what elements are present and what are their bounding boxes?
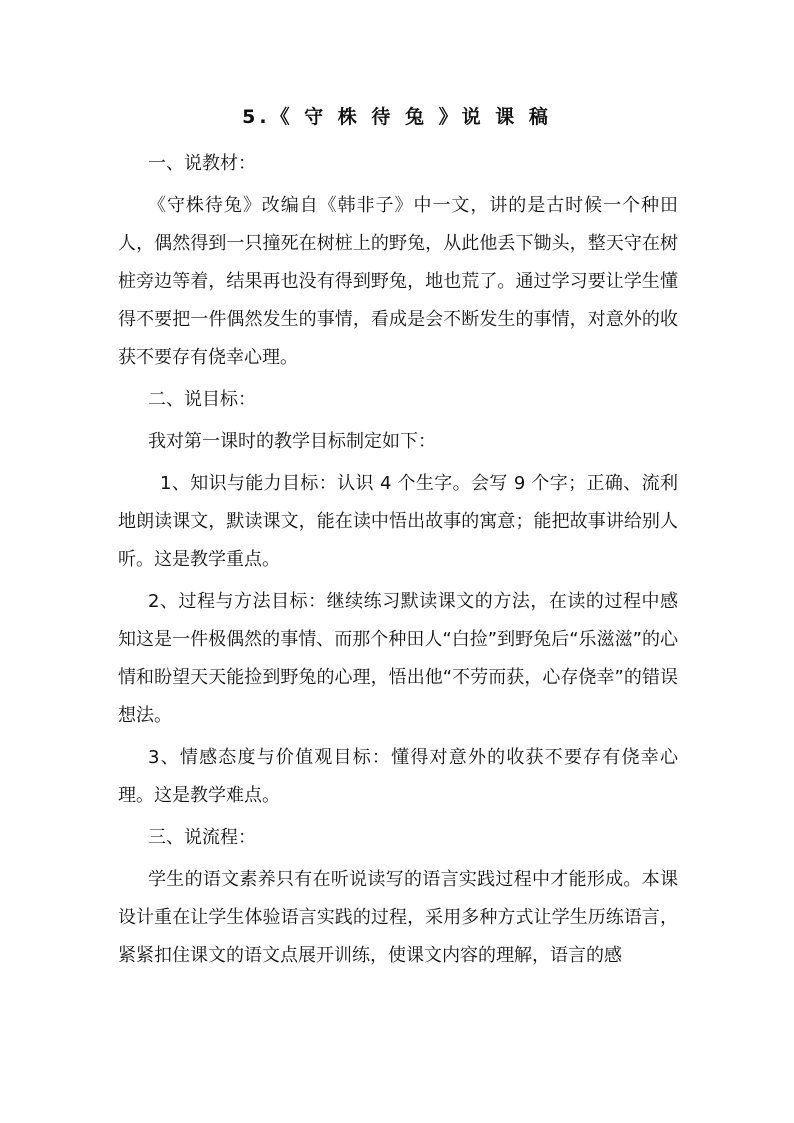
paragraph-goal-knowledge: 1、知识与能力目标：认识 4 个生字。会写 9 个字；正确、流利地朗读课文，默读课文，能在读中悟出故事的寓意；能把故事讲给别人听。这是教学重点。 <box>118 473 678 570</box>
section-heading-process: 三、说流程： <box>148 827 256 848</box>
paragraph-goal-process: 2、过程与方法目标：继续练习默读课文的方法，在读的过程中感知这是一件极偶然的事情、而那个种田人“白捡”到野兔后“乐滋滋”的心情和盼望天天能捡到野兔的心理，悟出他“不劳而获，心存侥幸”的错误想法。 <box>118 591 678 726</box>
document-body <box>118 145 678 979</box>
paragraph-goal-emotion: 3、情感态度与价值观目标：懂得对意外的收获不要存有侥幸心理。这是教学难点。 <box>118 747 678 806</box>
document-title: 5.《 守 株 待 兔 》说 课 稿 <box>242 106 552 128</box>
paragraph-teaching-material: 《守株待兔》改编自《韩非子》中一文，讲的是古时候一个种田人，偶然得到一只撞死在树桩上的野兔，从此他丢下锄头，整天守在树桩旁边等着，结果再也没有得到野兔，地也荒了。通过学习要让学生懂得不要把一件偶然发生的事情，看成是会不断发生的事情，对意外的收获不要存有侥幸心理。 <box>118 195 678 368</box>
section-heading-teaching-material: 一、说教材： <box>148 153 256 174</box>
paragraph-process: 学生的语文素养只有在听说读写的语言实践过程中才能形成。本课设计重在让学生体验语言实践的过程，采用多种方式让学生历练语言，紧紧扣住课文的语文点展开训练，使课文内容的理解，语言的感 <box>118 869 678 966</box>
section-heading-goals: 二、说目标： <box>148 389 256 410</box>
paragraph-goals-intro: 我对第一课时的教学目标制定如下： <box>148 431 436 452</box>
